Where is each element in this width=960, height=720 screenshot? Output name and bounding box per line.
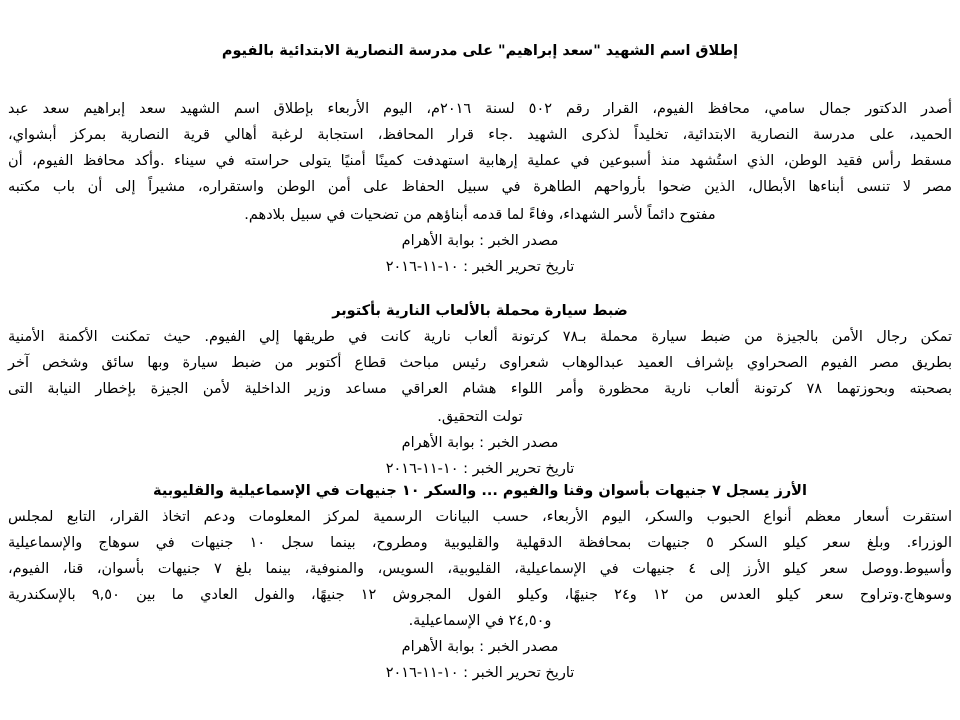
article-3-body-line-1: استقرت أسعار معظم أنواع الحبوب والسكر، اليوم الأربعاء، حسب البيانات الرسمية لمركز المعلومات ودعم اتخاذ القرار، التابع لمجلس [8, 509, 952, 525]
article-2-body-line-3: بصحبته وبحوزتهما ٧٨ كرتونة ألعاب نارية محظورة وأمر اللواء هشام العراقي مساعد وزير الداخلية لأمن الجيزة بإخطار النيابة التى [8, 381, 953, 397]
article-2-body-line-4: تولت التحقيق. [437, 409, 523, 425]
article-3-body-line-2: الوزراء. وبلغ سعر كيلو السكر ٥ جنيهات بمحافظة الدقهلية والقليوبية ومطروح، بينما سجل ١٠ جنيهات في سوهاج والإسماعيلية [8, 535, 952, 551]
article-3-title: الأرز يسجل ٧ جنيهات بأسوان وقنا والفيوم ... والسكر ١٠ جنيهات في الإسماعيلية والقليوبية [153, 483, 807, 499]
article-1-body-line-4: مصر لا تنسى أبناءها الأبطال، الذين ضحوا بأرواحهم الطاهرة في سبيل الحفاظ على أمن الوطن واستقراره، مشيراً إلى أن باب مكتبه [8, 179, 952, 195]
article-2-date: تاريخ تحرير الخبر : ١٠-١١-٢٠١٦ [385, 461, 575, 477]
article-1-body-line-1: أصدر الدكتور جمال سامي، محافظ الفيوم، القرار رقم ٥٠٢ لسنة ٢٠١٦م، اليوم الأربعاء بإطلاق اسم الشهيد سعد إبراهيم سعد عبد [8, 101, 952, 117]
article-3-body-line-5: و٢٤,٥٠ في الإسماعيلية. [408, 613, 552, 629]
article-3-body-line-4: وسوهاج.وتراوح سعر كيلو العدس من ١٢ و٢٤ جنيهًا، وكيلو الفول المجروش ١٢ جنيهًا، والفول العادي ما بين ٩,٥٠ بالإسكندرية [8, 587, 952, 603]
article-1-source: مصدر الخبر : بوابة الأهرام [401, 233, 559, 249]
article-3-date: تاريخ تحرير الخبر : ١٠-١١-٢٠١٦ [385, 665, 575, 681]
article-1-body-line-3: مسقط رأس فقيد الوطن، الذي استُشهد منذ أسبوعين في عملية إرهابية استهدفت كمينًا أمنيًا يتولى حراسته في سيناء .وأكد محافظ الفيوم، أن [8, 153, 952, 169]
article-2-title: ضبط سيارة محملة بالألعاب النارية بأكتوبر [332, 303, 628, 319]
article-3-body-line-3: وأسيوط.ووصل سعر كيلو الأرز إلى ٤ جنيهات في الإسماعيلية، القليوبية، السويس، والمنوفية، بينما بلغ ٧ جنيهات بأسوان، قنا، الفيوم، [8, 561, 952, 577]
article-1-body-line-2: الحميد، على مدرسة النصارية الابتدائية، تخليداً لذكرى الشهيد .جاء قرار المحافظ، استجابة لرغبة أهالي قرية النصارية بمركز أبشواي، [8, 127, 952, 143]
article-1-date: تاريخ تحرير الخبر : ١٠-١١-٢٠١٦ [385, 259, 575, 275]
article-2-source: مصدر الخبر : بوابة الأهرام [401, 435, 559, 451]
article-1-title: إطلاق اسم الشهيد "سعد إبراهيم" على مدرسة النصارية الابتدائية بالفيوم [221, 43, 739, 59]
article-2-body-line-1: تمكن رجال الأمن بالجيزة من ضبط سيارة محملة بـ٧٨ كرتونة ألعاب نارية كانت في طريقها إلي الفيوم. حيث تمكنت الأكمنة الأمنية [8, 329, 953, 345]
article-3-source: مصدر الخبر : بوابة الأهرام [401, 639, 559, 655]
article-2-body-line-2: بطريق مصر الفيوم الصحراوي بإشراف العميد عبدالوهاب شعراوى رئيس مباحث قطاع أكتوبر من ضبط سيارة وبها سائق وشخص آخر [8, 355, 952, 371]
article-1-body-line-5: مفتوح دائماً لأسر الشهداء، وفاءً لما قدمه أبناؤهم من تضحيات في سبيل بلادهم. [244, 207, 716, 223]
